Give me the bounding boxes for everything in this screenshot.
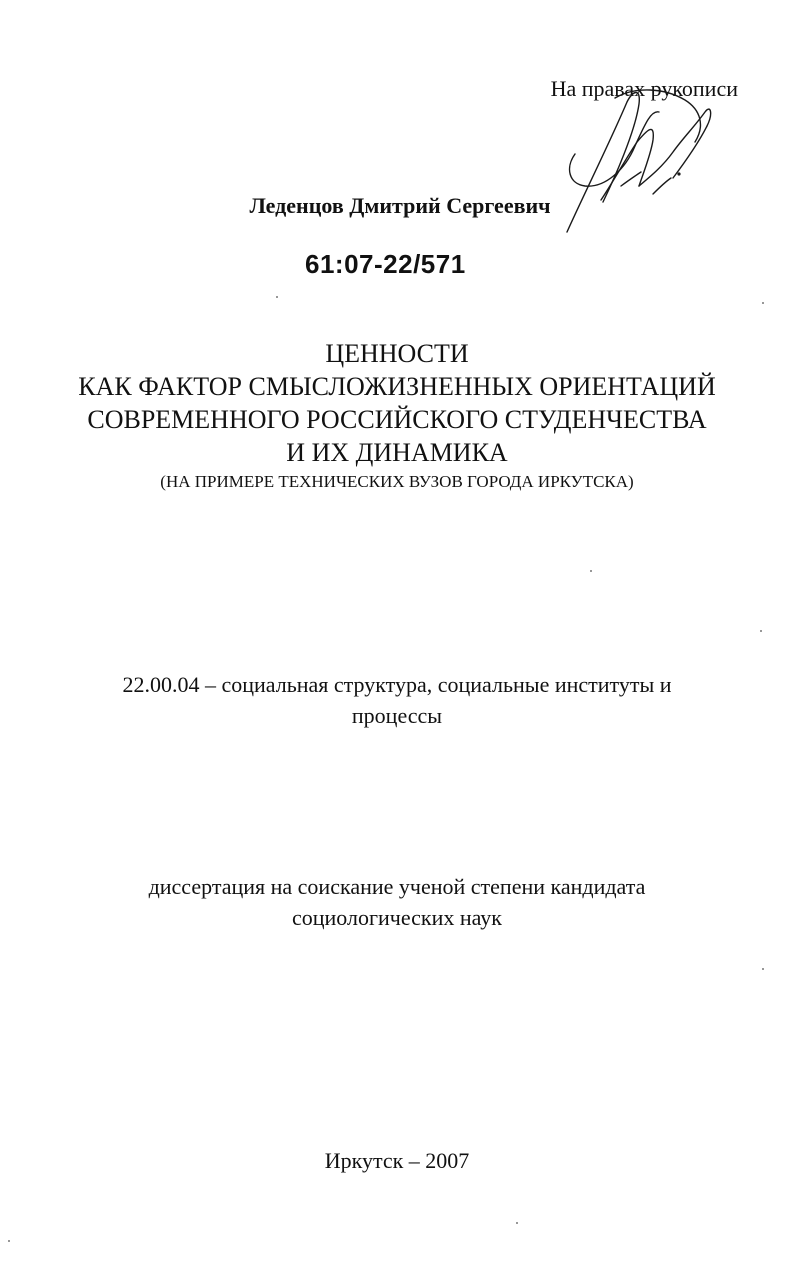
- specialty-code: [0, 669, 794, 731]
- scan-speck: [276, 296, 278, 298]
- degree-line: социологических наук: [291, 905, 502, 930]
- catalog-code: 61:07-22/571: [305, 249, 466, 279]
- scan-speck: [762, 302, 764, 304]
- degree-statement: [0, 871, 794, 933]
- title-line: СОВРЕМЕННОГО РОССИЙСКОГО СТУДЕНЧЕСТВА: [87, 405, 707, 434]
- specialty-line: 22.00.04 – социальная структура, социальные институты и: [122, 672, 672, 697]
- city-year: Иркутск – 2007: [324, 1148, 470, 1173]
- title-line: КАК ФАКТОР СМЫСЛОЖИЗНЕННЫХ ОРИЕНТАЦИЙ: [78, 372, 716, 401]
- dissertation-title: [0, 337, 794, 493]
- scan-speck: [762, 968, 764, 970]
- specialty-line: процессы: [351, 703, 443, 728]
- scan-speck: [590, 570, 592, 572]
- title-subtitle: (НА ПРИМЕРЕ ТЕХНИЧЕСКИХ ВУЗОВ ГОРОДА ИРКУТСКА): [160, 472, 634, 491]
- scan-speck: [516, 1222, 518, 1224]
- degree-line: диссертация на соискание ученой степени кандидата: [148, 874, 646, 899]
- author-name: Леденцов Дмитрий Сергеевич: [249, 193, 551, 218]
- scan-speck: [760, 630, 762, 632]
- title-line: ЦЕННОСТИ: [325, 339, 469, 368]
- scan-speck: [8, 1240, 10, 1242]
- manuscript-rights-notice: На правах рукописи: [550, 76, 738, 101]
- title-line: И ИХ ДИНАМИКА: [286, 438, 508, 467]
